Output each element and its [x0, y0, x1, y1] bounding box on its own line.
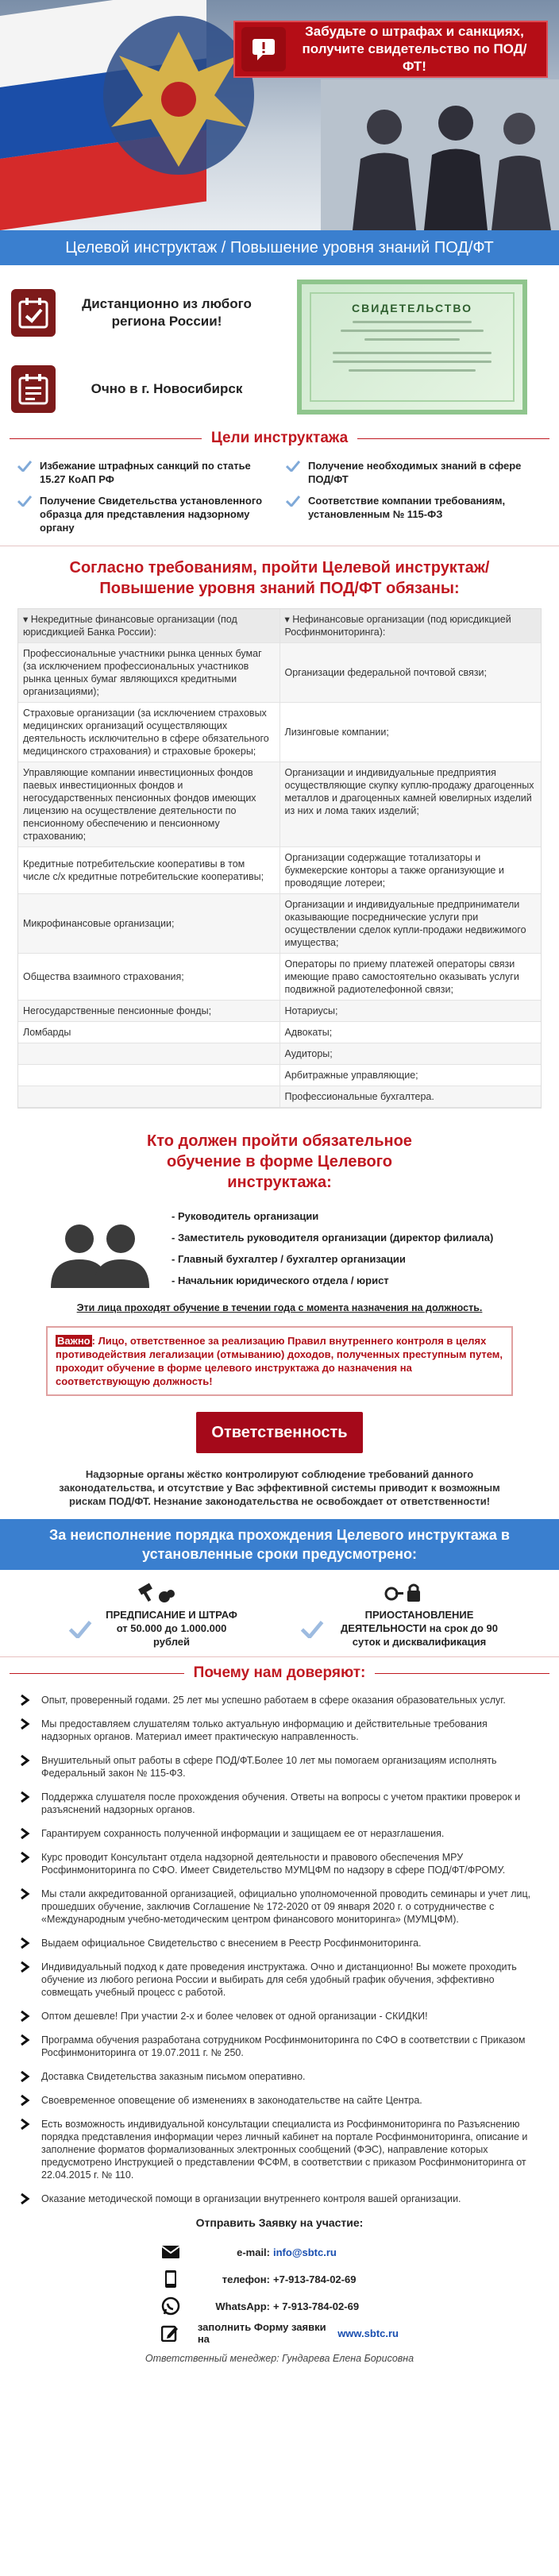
table-cell	[18, 1065, 280, 1086]
table-cell	[18, 1043, 280, 1064]
list-item: Оптом дешевле! При участии 2-х и более человек от одной организации - СКИДКИ!	[19, 2010, 537, 2023]
chevron-right-icon	[19, 1695, 30, 1706]
chevron-right-icon	[19, 1852, 30, 1863]
who-list	[172, 1205, 493, 1291]
trust-heading: Почему нам доверяют:	[0, 1664, 559, 1683]
table-cell	[18, 1086, 280, 1107]
list-item: Гарантируем сохранность полученной информации и защищаем ее от неразглашения.	[19, 1827, 537, 1840]
check-icon	[286, 496, 300, 507]
list-item: Поддержка слушателя после прохождения обучения. Ответы на вопросы с учетом практики проверок и разъяснений надзорных органов.	[19, 1791, 537, 1816]
table-cell: Организации и индивидуальные предприниматели оказывающие посреднические услуги при осуществлении сделок купли-продажи недвижимого имущества;	[280, 894, 542, 953]
goals-heading: Цели инструктажа	[0, 429, 559, 448]
list-item: Выдаем официальное Свидетельство с внесением в Реестр Росфинмониторинга.	[19, 1937, 537, 1949]
goals-list	[0, 453, 559, 546]
promo-banner-text: Забудьте о штрафах и санкциях, получите свидетельство по ПОД/ФТ!	[302, 24, 527, 74]
goal-item: Получение Свидетельства установленного образца для представления надзорному органу	[17, 494, 267, 534]
table-cell: Арбитражные управляющие;	[280, 1065, 542, 1086]
who-section	[0, 1193, 559, 1291]
contact-email: e-mail: info@sbtc.ru	[160, 2239, 399, 2266]
table-header-row	[18, 609, 541, 643]
envelope-icon	[160, 2242, 181, 2262]
table-cell: Страховые организации (за исключением страховых медицинских организаций осуществляющих деятельность исключительно в сфере обязательного медицинского страхования) и страховые брокеры;	[23, 708, 269, 757]
suspend-text: ПРИОСТАНОВЛЕНИЕ ДЕЯТЕЛЬНОСТИ на срок до 90 суток и дисквалификация	[340, 1609, 498, 1648]
list-item: Внушительный опыт работы в сфере ПОД/ФТ.Более 10 лет мы помогаем организациям исполнять Федеральный закон № 115-ФЗ.	[19, 1754, 537, 1780]
table-row	[18, 1022, 541, 1043]
check-icon	[68, 1621, 92, 1638]
important-label: Важно	[57, 1335, 91, 1347]
gavel-coins-icon	[136, 1583, 175, 1603]
violation-heading: За неисполнение порядка прохождения Целевого инструктажа в установленные сроки предусмотрено:	[0, 1519, 559, 1570]
list-item: - Главный бухгалтер / бухгалтер организации	[172, 1248, 493, 1270]
goal-item: Избежание штрафных санкций по статье 15.27 КоАП РФ	[17, 459, 267, 486]
chevron-right-icon	[19, 2071, 30, 2082]
table-row	[18, 1086, 541, 1108]
responsibility-text: Надзорные органы жёстко контролируют соблюдение требований данного законодательства, и отсутствие у Вас эффективной системы приводит к возможным рискам ПОД/ФТ. Незнание законодательства не освобождает от ответственности!	[59, 1468, 500, 1507]
list-item: Индивидуальный подход к дате проведения инструктажа. Очно и дистанционно! Вы можете проходить обучение из любого региона России и выбирать для себя удобный график обучения, эффективно совмещать учебный процесс с работой.	[19, 1961, 537, 1999]
table-cell: Адвокаты;	[280, 1022, 542, 1043]
table-row	[18, 1043, 541, 1065]
chevron-right-icon	[19, 2119, 30, 2130]
suspend-block	[280, 1583, 527, 1649]
table-cell: Управляющие компании инвестиционных фондов паевых инвестиционных фондов и негосударственных пенсионных фондов имеющих лицензию на осуществление деятельности по пенсионному обеспечению и пенсионному страхованию;	[23, 767, 256, 842]
goal-item: Соответствие компании требованиям, установленным № 115-ФЗ	[286, 494, 535, 534]
check-icon	[300, 1621, 324, 1638]
table-cell: Ломбарды	[23, 1027, 71, 1038]
offline-format-text: Очно в г. Новосибирск	[91, 381, 243, 396]
edit-form-icon	[160, 2323, 180, 2343]
list-item: Мы предоставляем слушателям только актуальную информацию и действительные требования надзорных органов. Материал имеет практическую направленность.	[19, 1718, 537, 1743]
whatsapp-number[interactable]: + 7-913-784-02-69	[273, 2300, 360, 2312]
chevron-right-icon	[19, 1791, 30, 1803]
contacts-heading: Отправить Заявку на участие:	[195, 2216, 364, 2229]
chevron-right-icon	[19, 2095, 30, 2106]
fine-block	[32, 1583, 280, 1649]
list-item: Доставка Свидетельства заказным письмом оперативно.	[19, 2070, 537, 2083]
chevron-right-icon	[19, 2193, 30, 2204]
table-cell: Кредитные потребительские кооперативы в том числе с/х кредитные потребительские кооперативы;	[23, 858, 264, 882]
chevron-right-icon	[19, 2011, 30, 2022]
list-item: Курс проводит Консультант отдела надзорной деятельности и правового обеспечения МРУ Росфинмониторинга по СФО. Имеет Свидетельство МУМЦФМ по надзору в сфере ПОД/ФТ/ФРОМУ.	[19, 1851, 537, 1876]
table-cell: Организации федеральной почтовой связи;	[280, 643, 542, 702]
table-row	[18, 894, 541, 954]
fine-text: ПРЕДПИСАНИЕ И ШТРАФ от 50.000 до 1.000.000 рублей	[106, 1609, 237, 1648]
table-row	[18, 1001, 541, 1022]
check-icon	[286, 461, 300, 472]
people-silhouette-image	[321, 79, 559, 230]
document-icon	[11, 365, 56, 413]
column-header-financial[interactable]: ▾ Некредитные финансовые организации (под юрисдикцией Банка России):	[18, 609, 280, 642]
important-text: : Лицо, ответственное за реализацию Правил внутреннего контроля в целях противодействия легализации (отмыванию) доходов, полученных преступным путем, проходит обучение в форме целевого инструктажа до назначения на соответствующую должность!	[56, 1335, 503, 1387]
table-row	[18, 762, 541, 847]
contact-whatsapp: WhatsApp: + 7-913-784-02-69	[160, 2293, 399, 2320]
contacts-list	[160, 2239, 399, 2347]
table-cell: Организации содержащие тотализаторы и букмекерские конторы а также организующие и проводящие лотереи;	[280, 847, 542, 893]
calendar-check-icon	[11, 289, 56, 337]
chevron-right-icon	[19, 1755, 30, 1766]
chevron-right-icon	[19, 2034, 30, 2046]
site-link[interactable]: www.sbtc.ru	[337, 2327, 399, 2339]
contact-phone: телефон: +7-913-784-02-69	[160, 2266, 399, 2293]
organizations-table	[17, 608, 542, 1109]
table-row	[18, 1065, 541, 1086]
certificate-title: СВИДЕТЕЛЬСТВО	[352, 302, 472, 314]
whatsapp-icon	[160, 2296, 181, 2316]
table-cell: Лизинговые компании;	[280, 703, 542, 762]
table-row	[18, 847, 541, 894]
table-cell: Микрофинансовые организации;	[23, 918, 175, 929]
list-item: Опыт, проверенный годами. 25 лет мы успешно работаем в сфере оказания образовательных услуг.	[19, 1694, 537, 1706]
promo-banner[interactable]	[233, 21, 548, 78]
responsibility-button[interactable]: Ответственность	[196, 1412, 363, 1453]
column-header-nonfinancial[interactable]: ▾ Нефинансовые организации (под юрисдикцией Росфинмониторинга):	[280, 609, 542, 642]
table-cell: Негосударственные пенсионные фонды;	[23, 1005, 212, 1016]
list-item: - Начальник юридического отдела / юрист	[172, 1270, 493, 1291]
who-heading: Кто должен пройти обязательное обучение в форме Целевого инструктажа:	[147, 1132, 412, 1191]
list-item: Есть возможность индивидуальной консультации специалиста из Росфинмониторинга по Разъяснению порядка представления информации через личный кабинет на портале Росфинмониторинга, описание и заполнение форматов формализованных электронных сообщений (ФЭС), направление которых предусмотрено Инструкцией о представлении ФСФМ, в соответствии с приказом Росфинмониторинга от 22.04.2015 г. № 110.	[19, 2118, 537, 2181]
requirement-heading: Согласно требованиям, пройти Целевой инструктаж/ Повышение уровня знаний ПОД/ФТ обязаны:	[0, 546, 559, 608]
table-row	[18, 703, 541, 762]
table-cell: Профессиональные участники рынка ценных бумаг (за исключением профессиональных участников рынка ценных бумаг являющихся кредитными организациями);	[23, 648, 262, 697]
list-item: Оказание методической помощи в организации внутреннего контроля вашей организации.	[19, 2192, 537, 2205]
list-item: Мы стали аккредитованной организацией, официально уполномоченной проводить семинары и учет лиц, прошедших обучение, заключив Соглашение № 172-2020 от 09 января 2020 г. о сотрудничестве с «Международным учебно-методическим центром финансового мониторинга» (МУМЦФМ).	[19, 1888, 537, 1926]
table-cell: Организации и индивидуальные предприятия осуществляющие скупку куплю-продажу драгоценных металлов и драгоценных камней ювелирных изделий из них и лома таких изделий;	[280, 762, 542, 846]
remote-format-text: Дистанционно из любого региона России!	[82, 296, 252, 329]
table-cell: Нотариусы;	[280, 1001, 542, 1021]
manager-text: Ответственный менеджер: Гундарева Елена Борисовна	[145, 2353, 414, 2364]
table-cell: Операторы по приему платежей операторы связи имеющие право самостоятельно оказывать услуги подвижной радиотелефонной связи;	[280, 954, 542, 1000]
chevron-right-icon	[19, 1718, 30, 1730]
chat-alert-icon	[241, 27, 286, 71]
page-title: Целевой инструктаж / Повышение уровня знаний ПОД/ФТ	[0, 230, 559, 265]
contact-form: заполнить Форму заявки на www.sbtc.ru	[160, 2320, 399, 2347]
chevron-right-icon	[19, 1938, 30, 1949]
check-icon	[17, 461, 32, 472]
list-item: Программа обучения разработана сотрудником Росфинмониторинга по СФО в соответствии с Приказом Росфинмониторинга от 19.07.2011 г. № 250.	[19, 2034, 537, 2059]
important-notice	[46, 1326, 513, 1396]
goal-item: Получение необходимых знаний в сфере ПОД/ФТ	[286, 459, 535, 486]
chevron-right-icon	[19, 1828, 30, 1839]
phone-icon	[160, 2269, 181, 2289]
who-note: Эти лица проходят обучение в течении года с момента назначения на должность.	[76, 1302, 483, 1313]
training-format	[0, 265, 559, 424]
list-item: - Заместитель руководителя организации (директор филиала)	[172, 1227, 493, 1248]
email-link[interactable]: info@sbtc.ru	[273, 2246, 337, 2258]
check-icon	[17, 496, 32, 507]
list-item: - Руководитель организации	[172, 1205, 493, 1227]
list-item: Своевременное оповещение об изменениях в законодательстве на сайте Центра.	[19, 2094, 537, 2107]
hero	[0, 0, 559, 230]
phone-number[interactable]: +7-913-784-02-69	[273, 2273, 357, 2285]
users-icon	[48, 1218, 151, 1290]
penalties	[0, 1570, 559, 1657]
table-cell: Общества взаимного страхования;	[23, 971, 184, 982]
table-row	[18, 954, 541, 1001]
chevron-right-icon	[19, 1888, 30, 1899]
trust-list	[0, 1687, 559, 2205]
chevron-right-icon	[19, 1961, 30, 1972]
handcuff-lock-icon	[384, 1583, 423, 1603]
table-cell: Профессиональные бухгалтера.	[280, 1086, 542, 1107]
table-cell: Аудиторы;	[280, 1043, 542, 1064]
table-row	[18, 643, 541, 703]
certificate-image	[297, 280, 527, 415]
